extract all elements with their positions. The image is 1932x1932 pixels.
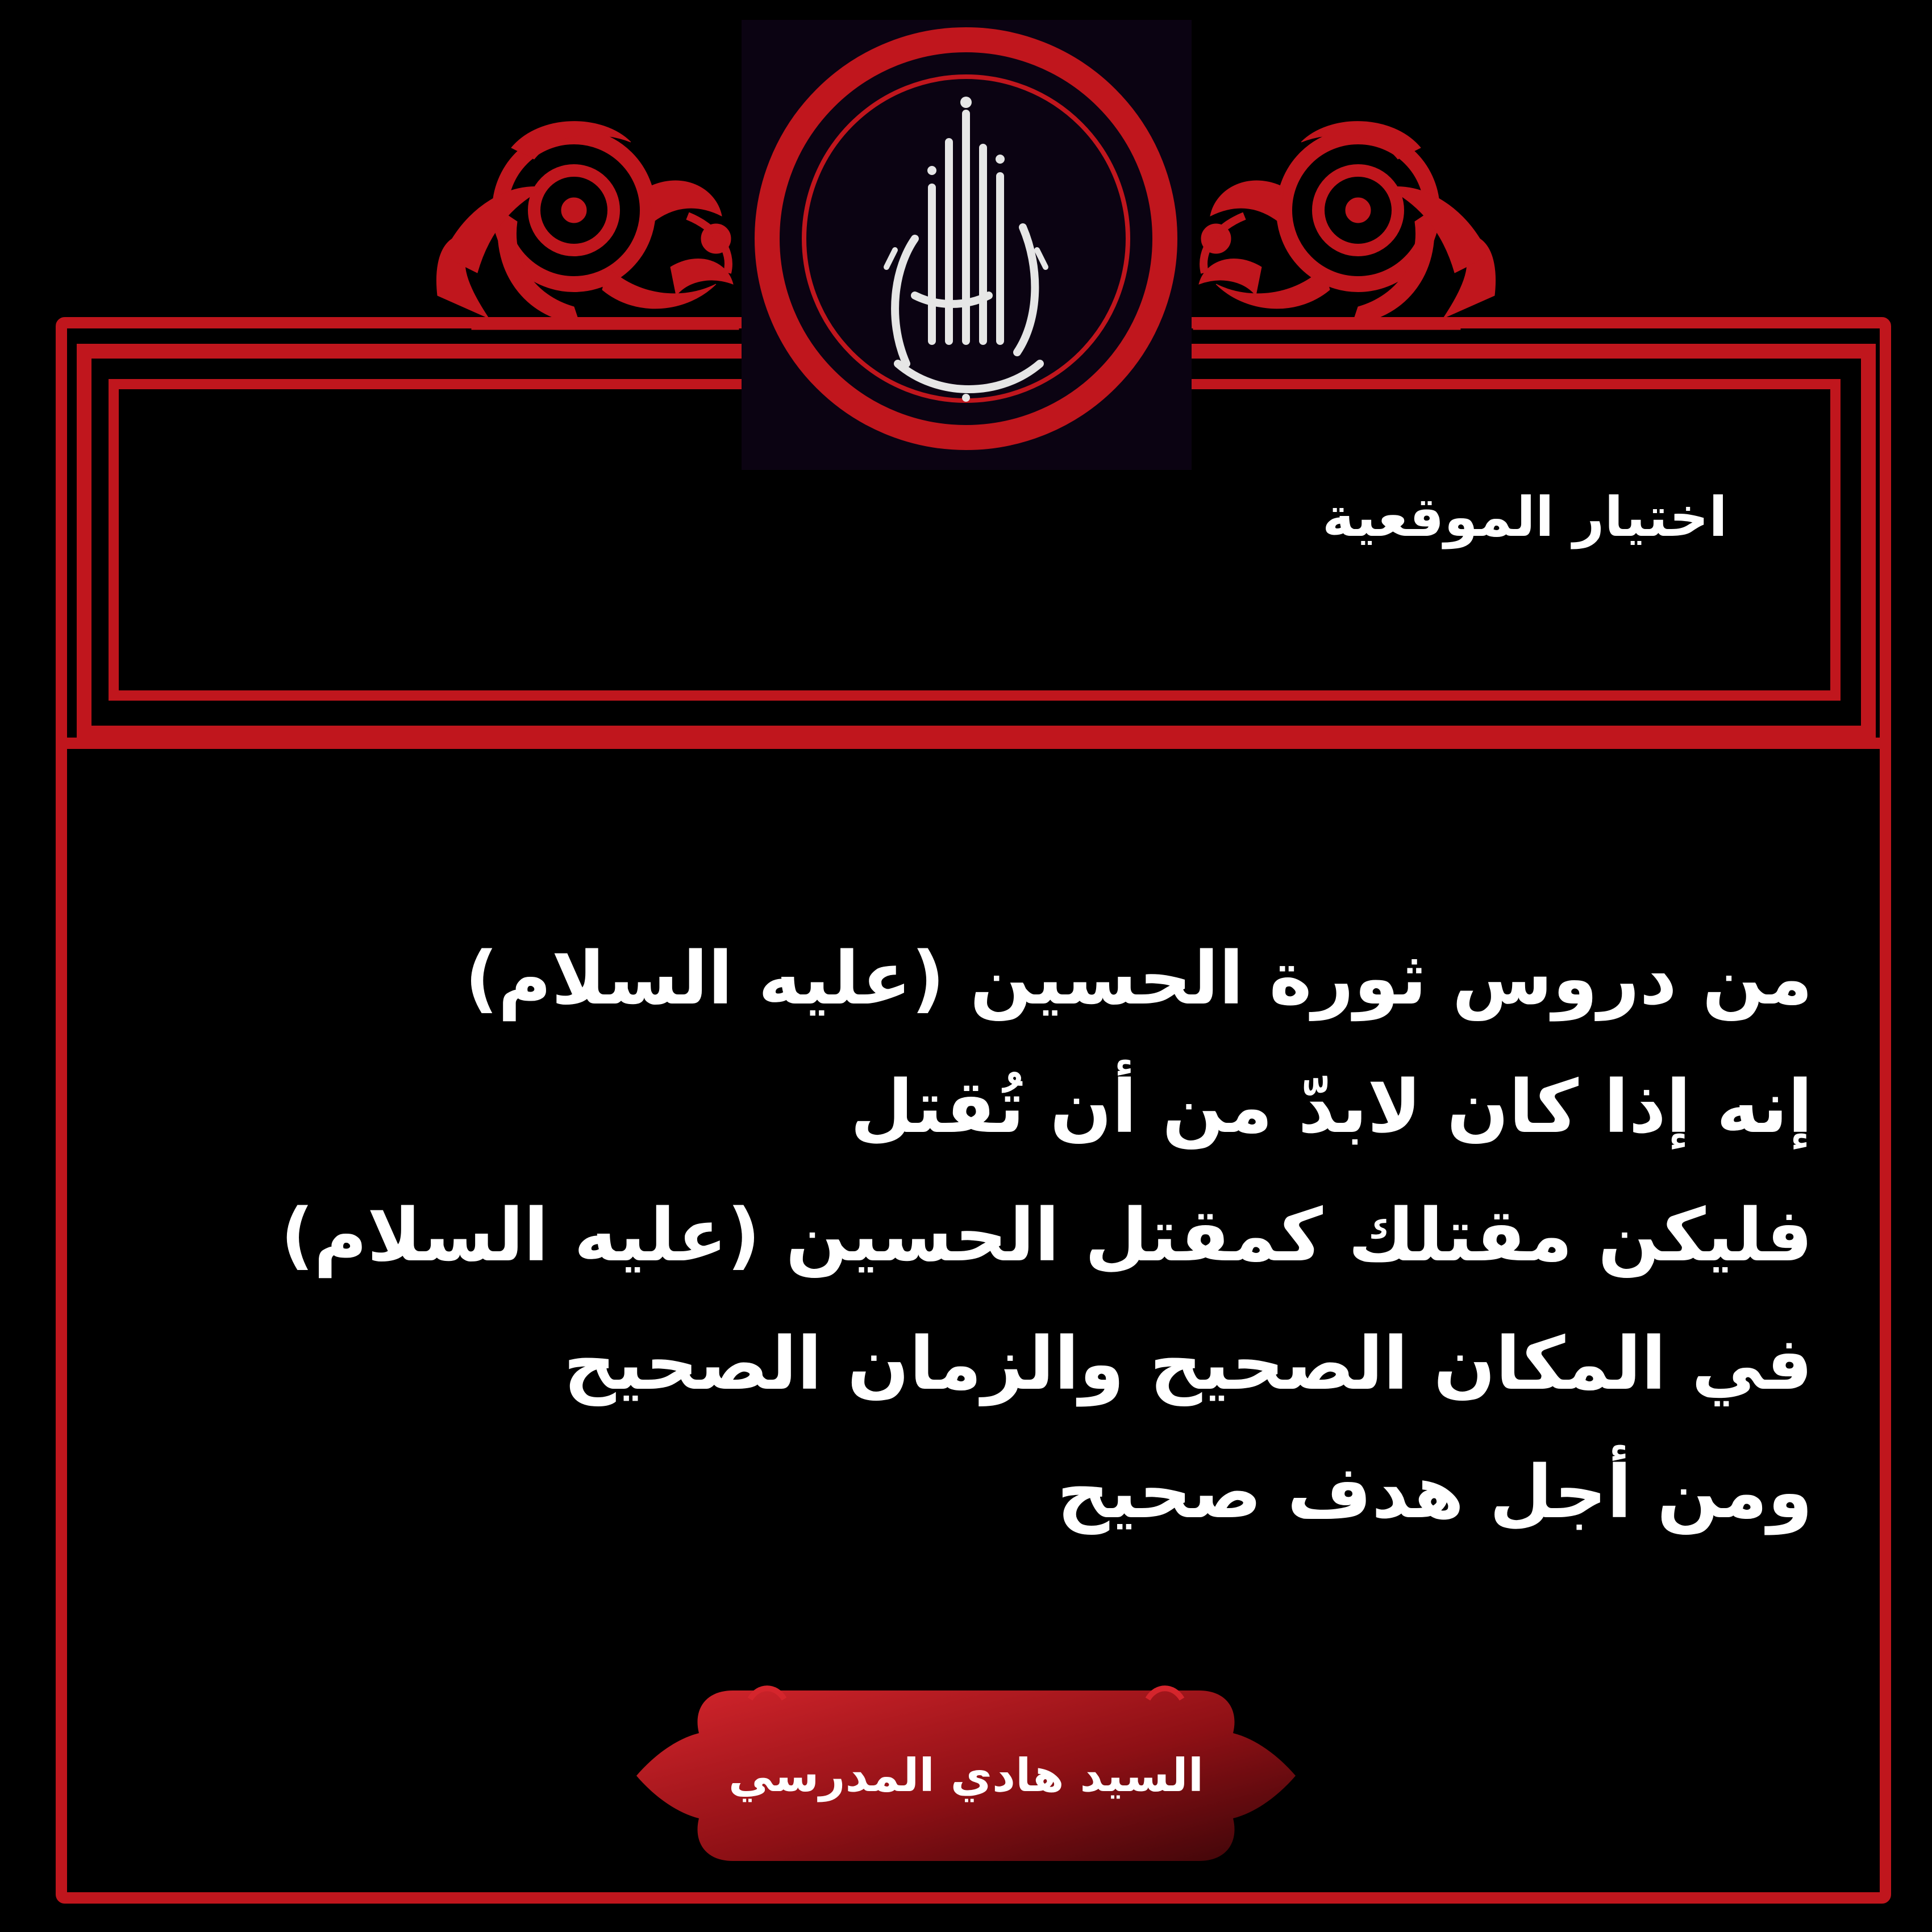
right-scroll-ornament — [1193, 122, 1496, 330]
page-title: اختيار الموقعية — [1322, 485, 1727, 549]
quote-line: ومن أجل هدف صحيح — [1057, 1450, 1813, 1535]
quote-body — [278, 915, 1813, 1557]
quote-line: فليكن مقتلك كمقتل الحسين (عليه السلام) — [280, 1193, 1813, 1278]
quote-line: إنه إذا كان لابدّ من أن تُقتل — [850, 1065, 1813, 1150]
author-name: السيد هادي المدرسي — [728, 1749, 1204, 1802]
quote-line: من دروس ثورة الحسين (عليه السلام) — [465, 936, 1813, 1021]
left-scroll-ornament — [436, 122, 739, 330]
quote-line: في المكان الصحيح والزمان الصحيح — [563, 1322, 1813, 1406]
